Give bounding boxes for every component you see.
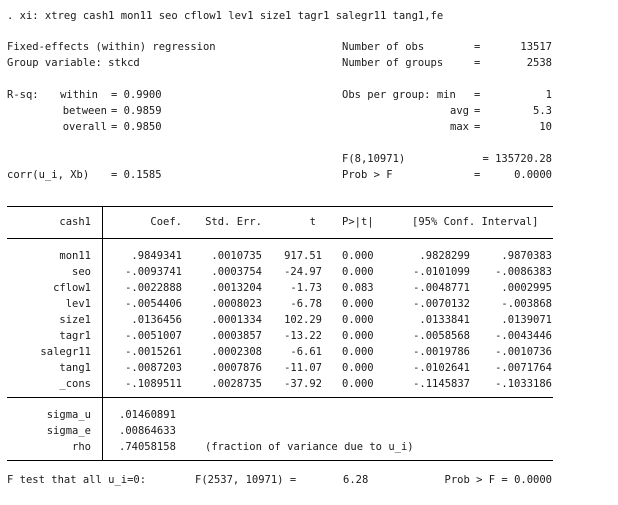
coef-header: Coef.: [150, 216, 182, 228]
row-p: 0.000: [342, 314, 374, 326]
row-p: 0.000: [342, 266, 374, 278]
row-variable: _cons: [59, 378, 91, 390]
depvar-header: cash1: [59, 216, 91, 228]
row-t: -1.73: [290, 282, 322, 294]
row-ci-high: .0139071: [501, 314, 552, 326]
row-ci-high: -.0043446: [495, 330, 552, 342]
row-p: 0.000: [342, 346, 374, 358]
sigma-e-value: .00864633: [119, 425, 176, 437]
rsq-within-label: within: [60, 89, 98, 101]
row-se: .0028735: [211, 378, 262, 390]
row-variable: size1: [59, 314, 91, 326]
opg-avg-label: avg: [450, 105, 469, 117]
row-ci-low: -.0101099: [413, 266, 470, 278]
row-ci-low: -.0048771: [413, 282, 470, 294]
table-top-rule: [7, 206, 553, 207]
row-t: -13.22: [284, 330, 322, 342]
t-header: t: [309, 216, 316, 228]
row-p: 0.000: [342, 298, 374, 310]
row-variable: tagr1: [59, 330, 91, 342]
ftest-statistic: F(2537, 10971) =: [195, 474, 297, 486]
opg-max-equals: =: [474, 121, 481, 133]
nobs-value: 13517: [520, 41, 552, 53]
row-ci-low: .9828299: [419, 250, 470, 262]
header-rule: [7, 238, 553, 239]
row-ci-high: -.003868: [501, 298, 552, 310]
row-p: 0.000: [342, 330, 374, 342]
row-coef: -.0022888: [125, 282, 182, 294]
rsq-between-value: = 0.9859: [111, 105, 162, 117]
row-t: -11.07: [284, 362, 322, 374]
command-line: . xi: xtreg cash1 mon11 seo cflow1 lev1 size1 tagr1 salegr11 tang1,fe: [7, 10, 444, 22]
rsq-within-value: = 0.9900: [111, 89, 162, 101]
opg-avg-value: 5.3: [533, 105, 552, 117]
opg-min-value: 1: [545, 89, 552, 101]
row-variable: salegr11: [40, 346, 91, 358]
p-header: P>|t|: [342, 216, 374, 228]
model-title: Fixed-effects (within) regression: [7, 41, 216, 53]
row-se: .0002308: [211, 346, 262, 358]
opg-min-equals: =: [474, 89, 481, 101]
row-p: 0.000: [342, 362, 374, 374]
row-p: 0.000: [342, 250, 374, 262]
row-coef: .0136456: [131, 314, 182, 326]
row-ci-low: -.1145837: [413, 378, 470, 390]
opg-avg-equals: =: [474, 105, 481, 117]
rsq-label: R-sq:: [7, 89, 39, 101]
sigma-e-label: sigma_e: [46, 425, 91, 437]
nobs-equals: =: [474, 41, 481, 53]
row-se: .0008023: [211, 298, 262, 310]
row-ci-low: .0133841: [419, 314, 470, 326]
prob-f-value: 0.0000: [514, 169, 552, 181]
table-bottom-rule: [7, 460, 553, 461]
row-p: 0.083: [342, 282, 374, 294]
rsq-overall-value: = 0.9850: [111, 121, 162, 133]
row-ci-low: -.0058568: [413, 330, 470, 342]
row-coef: -.0015261: [125, 346, 182, 358]
f-stat-value: = 135720.28: [482, 153, 552, 165]
row-variable: mon11: [59, 250, 91, 262]
row-ci-high: .9870383: [501, 250, 552, 262]
row-p: 0.000: [342, 378, 374, 390]
row-se: .0007876: [211, 362, 262, 374]
rho-label: rho: [72, 441, 91, 453]
row-variable: cflow1: [53, 282, 91, 294]
row-t: -6.78: [290, 298, 322, 310]
ftest-label: F test that all u_i=0:: [7, 474, 147, 486]
row-coef: -.0054406: [125, 298, 182, 310]
row-ci-high: -.0010736: [495, 346, 552, 358]
prob-f-equals: =: [474, 169, 481, 181]
sigma-u-label: sigma_u: [46, 409, 91, 421]
row-ci-low: -.0102641: [413, 362, 470, 374]
row-se: .0010735: [211, 250, 262, 262]
nobs-label: Number of obs: [342, 41, 425, 53]
row-variable: tang1: [59, 362, 91, 374]
f-stat-label: F(8,10971): [342, 153, 406, 165]
corr-label: corr(u_i, Xb): [7, 169, 90, 181]
group-variable: Group variable: stkcd: [7, 57, 140, 69]
row-se: .0001334: [211, 314, 262, 326]
opg-max-value: 10: [539, 121, 552, 133]
row-t: 102.29: [284, 314, 322, 326]
ngroups-value: 2538: [526, 57, 552, 69]
ngroups-equals: =: [474, 57, 481, 69]
rho-value: .74058158: [119, 441, 176, 453]
row-t: 917.51: [284, 250, 322, 262]
sigma-u-value: .01460891: [119, 409, 176, 421]
se-header: Std. Err.: [205, 216, 262, 228]
obs-per-group-min-label: Obs per group: min: [342, 89, 456, 101]
ftest-value: 6.28: [343, 474, 369, 486]
row-t: -37.92: [284, 378, 322, 390]
prob-f-label: Prob > F: [342, 169, 393, 181]
row-ci-high: -.0071764: [495, 362, 552, 374]
row-ci-low: -.0019786: [413, 346, 470, 358]
row-coef: -.0087203: [125, 362, 182, 374]
row-ci-high: -.0086383: [495, 266, 552, 278]
row-coef: -.0051007: [125, 330, 182, 342]
corr-value: = 0.1585: [111, 169, 162, 181]
ci-header: [95% Conf. Interval]: [412, 216, 539, 228]
column-divider: [102, 206, 103, 461]
body-rule: [7, 397, 553, 398]
rsq-overall-label: overall: [62, 121, 107, 133]
row-t: -6.61: [290, 346, 322, 358]
ftest-prob: Prob > F = 0.0000: [444, 474, 552, 486]
row-coef: -.1089511: [125, 378, 182, 390]
ngroups-label: Number of groups: [342, 57, 444, 69]
row-t: -24.97: [284, 266, 322, 278]
row-ci-low: -.0070132: [413, 298, 470, 310]
row-ci-high: -.1033186: [495, 378, 552, 390]
rsq-between-label: between: [62, 105, 107, 117]
row-coef: .9849341: [131, 250, 182, 262]
row-se: .0003857: [211, 330, 262, 342]
row-variable: seo: [72, 266, 91, 278]
row-coef: -.0093741: [125, 266, 182, 278]
row-se: .0013204: [211, 282, 262, 294]
rho-note: (fraction of variance due to u_i): [205, 441, 414, 453]
row-variable: lev1: [65, 298, 91, 310]
row-se: .0003754: [211, 266, 262, 278]
row-ci-high: .0002995: [501, 282, 552, 294]
opg-max-label: max: [450, 121, 469, 133]
